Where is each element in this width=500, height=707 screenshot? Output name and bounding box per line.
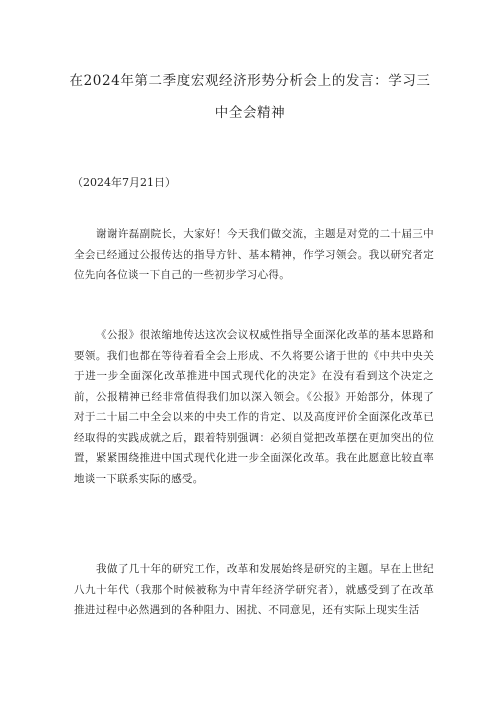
paragraph: 《公报》很浓缩地传达这次会议权威性指导全面深化改革的基本思路和要领。我们也都在等待着看全会上形成、不久将要公诸于世的《中共中央关于进一步全面深化改革推进中国式现代化的决定》在没有看到这个决定之前，公报精神已经非常值得我们加以深入领会。《公报》开始部分，体现了对于二十届二中全会以来的中央工作的肯定、以及高度评价全面深化改革已经取得的实践成就之后，跟着特别强调：必须自觉把改革摆在更加突出的位置，紧紧围绕推进中国式现代化进一步全面深化改革。我在此愿意比较直率地谈一下联系实际的感受。 [74,329,434,485]
paragraph: 谢谢许磊副院长，大家好！今天我们做交流，主题是对党的二十届三中全会已经通过公报传达的指导方针、基本精神，作学习领会。我以研究者定位先向各位谈一下自己的一些初步学习心得。 [74,228,434,281]
document-title-line-2: 中全会精神 [214,105,286,121]
document-date: （2024年7月21日） [72,176,176,189]
document-title-line-1: 在2024年第二季度宏观经济形势分析会上的发言：学习三 [69,73,431,89]
paragraph: 我做了几十年的研究工作，改革和发展始终是研究的主题。早在上世纪八九十年代（我那个时候被称为中青年经济学研究者），就感受到了在改革推进过程中必然遇到的各种阻力、困扰、不同意见，还有实际上现实生活 [74,563,434,616]
